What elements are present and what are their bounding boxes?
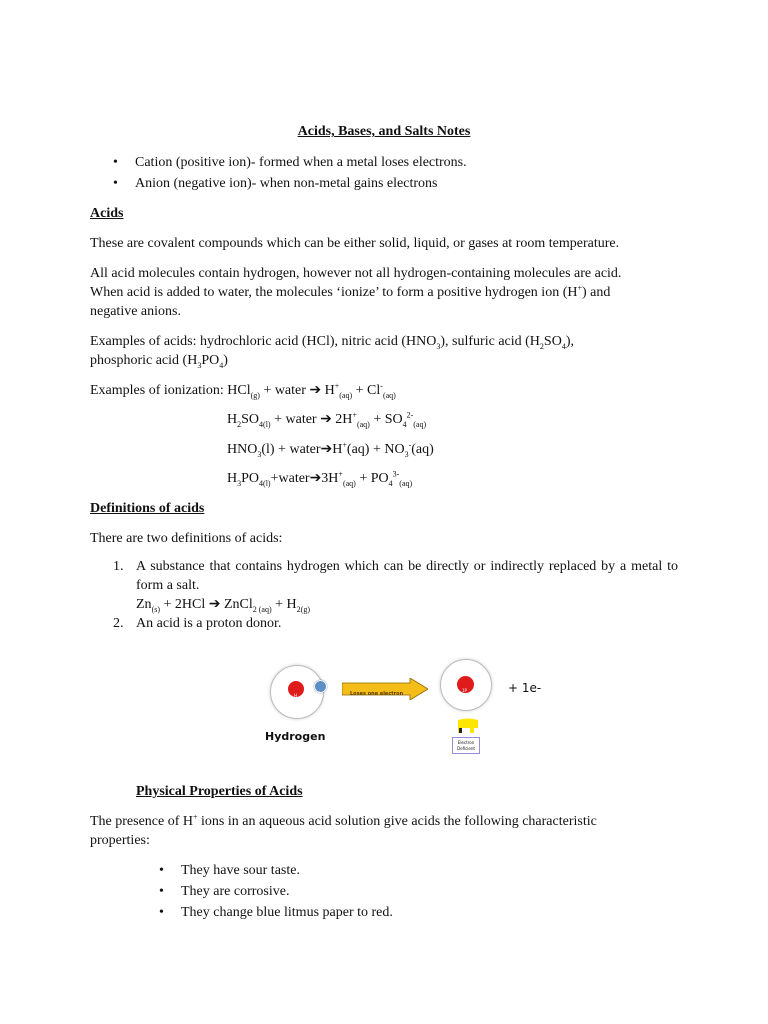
paragraph-acid-examples xyxy=(90,332,690,370)
list-text: A substance that contains hydrogen which can be directly or indirectly replaced by a metal to form a salt. xyxy=(136,559,678,593)
electron-label: e xyxy=(318,690,321,695)
ion-bullet-list xyxy=(113,153,467,195)
text-span: When acid is added to water, the molecules ‘ionize’ to form a positive hydrogen ion (H xyxy=(90,285,578,300)
paragraph-physical-intro xyxy=(90,812,690,850)
text-span: ions in an aqueous acid solution give acids the following characteristic xyxy=(197,814,597,829)
superscript: + xyxy=(577,283,582,293)
list-number: 1. xyxy=(113,559,124,574)
electron-deficient-label xyxy=(452,737,480,754)
text-line: properties: xyxy=(90,833,150,848)
text-span: ) and xyxy=(582,285,611,300)
equation-h2so4: $H_2SO_{4(l)}$ + water ➔ $2H^+_{(aq)} + SO_4^{2-}_{(aq)}$ xyxy=(227,410,427,429)
ionization-label: Examples of ionization: xyxy=(90,383,224,398)
text-line: negative anions. xyxy=(90,304,181,319)
paragraph-acids-intro: These are covalent compounds which can be either solid, liquid, or gases at room temperature. xyxy=(90,236,620,251)
arrow-label: Loses one electron xyxy=(350,691,404,697)
list-item: • They change blue litmus paper to red. xyxy=(159,903,393,922)
equation-zn: $Zn_{(s)} + 2HCl$ ➔ ZnCl$_{2 (aq)}$ + $H_{2(g)}$ xyxy=(136,597,310,614)
paragraph-acid-ionize xyxy=(90,264,690,321)
electron xyxy=(314,680,327,693)
text-span: The presence of H xyxy=(90,814,194,829)
hydrogen-label: Hydrogen xyxy=(265,730,326,743)
nucleus-label: H xyxy=(294,693,298,698)
text-line: All acid molecules contain hydrogen, however not all hydrogen-containing molecules are acid. xyxy=(90,266,622,281)
proton-label: 1P xyxy=(462,688,467,693)
yellow-blob-icon xyxy=(456,717,480,733)
paragraph-definitions-intro: There are two definitions of acids: xyxy=(90,531,283,546)
definitions-list xyxy=(113,557,678,633)
text-line: Deficient xyxy=(457,746,475,751)
text-line xyxy=(90,812,690,831)
equation-h3po4: $H_3PO_{4(l)}+water➔3H^+_{(aq)} + PO_4^{3-}_{(aq)}$ xyxy=(227,469,413,488)
heading-physical-properties: Physical Properties of Acids xyxy=(136,784,303,799)
list-item xyxy=(113,557,678,614)
list-item: • They have sour taste. xyxy=(159,861,393,880)
text-line: Examples of acids: hydrochloric acid (HCl), nitric acid $(HNO_3)$, sulfuric acid $(H_2SO_4)$, xyxy=(90,334,574,351)
list-text: An acid is a proton donor. xyxy=(136,616,282,631)
plus-electron-text: + 1e- xyxy=(508,681,542,695)
superscript: + xyxy=(193,812,198,822)
list-item-anion: • Anion (negative ion)- when non-metal gains electrons xyxy=(113,174,467,193)
list-item-cation: • Cation (positive ion)- formed when a metal loses electrons. xyxy=(113,153,467,172)
text-line: Electron xyxy=(457,740,475,745)
list-item xyxy=(113,614,678,633)
heading-acids: Acids xyxy=(90,206,124,221)
list-number: 2. xyxy=(113,616,124,631)
equation-hno3: $HNO_3(l)$ + water➔H+(aq) + $NO_3^-(aq)$ xyxy=(227,440,434,459)
hydrogen-ionization-diagram xyxy=(260,655,560,765)
text-line: phosphoric acid $(H_3PO_4)$ xyxy=(90,353,228,370)
equation-hcl: Examples of ionization: HCl$_{(g)}$ + water ➔ $H^+_{(aq)} + Cl^-_{(aq)}$ xyxy=(90,381,396,400)
physical-properties-list xyxy=(159,861,393,924)
page-title: Acids, Bases, and Salts Notes xyxy=(297,124,471,139)
list-item: • They are corrosive. xyxy=(159,882,393,901)
text-line xyxy=(90,283,690,302)
heading-definitions: Definitions of acids xyxy=(90,501,205,516)
